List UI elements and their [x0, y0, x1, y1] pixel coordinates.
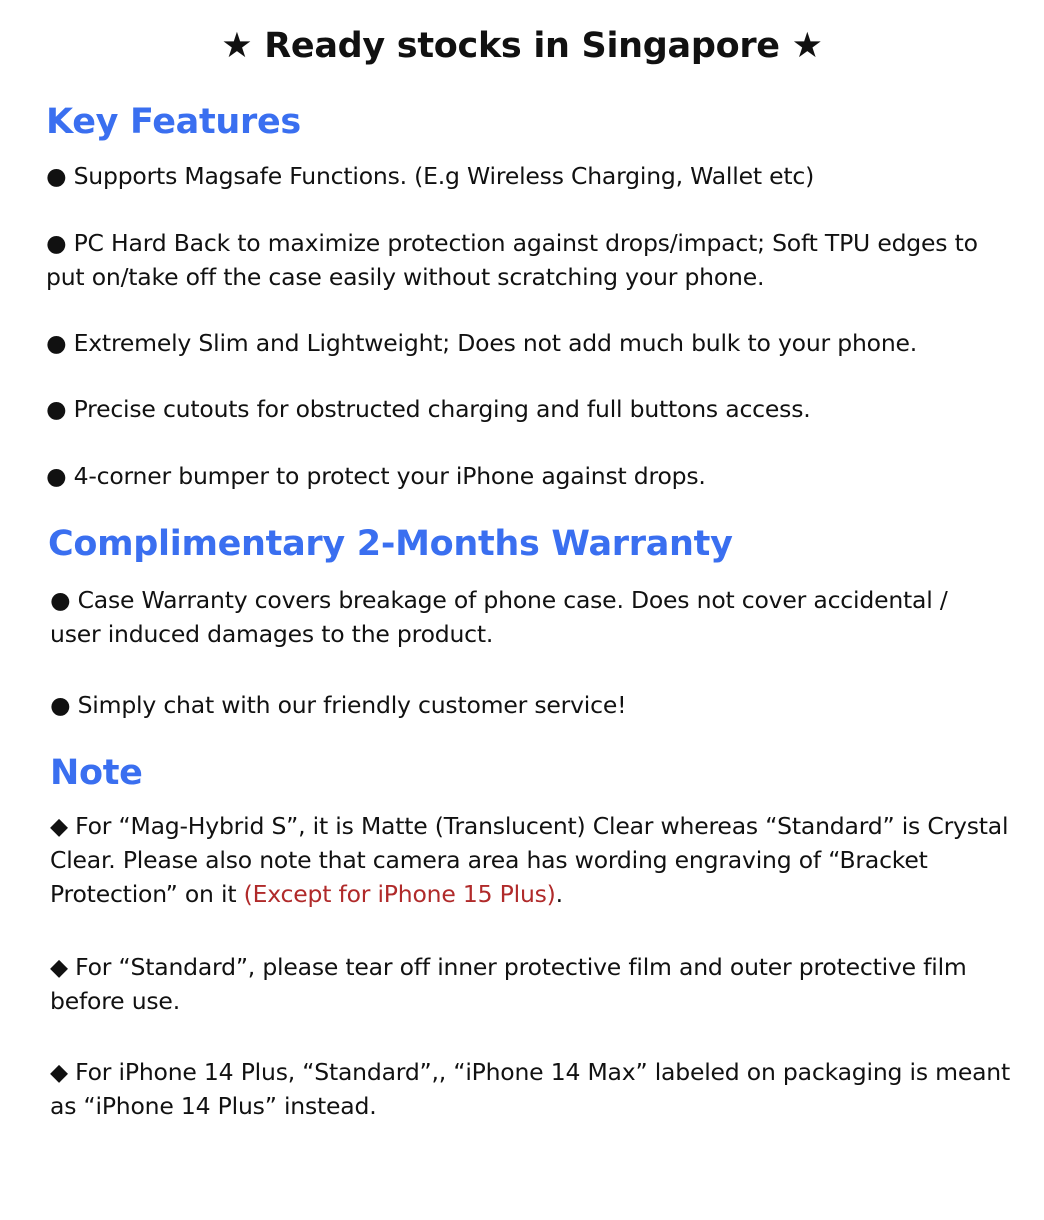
note-heading: Note	[50, 753, 143, 793]
feature-item-slim: ● Extremely Slim and Lightweight; Does not add much bulk to your phone.	[46, 329, 918, 357]
note-highlight-exception: (Except for iPhone 15 Plus)	[243, 880, 556, 908]
stock-banner: ★ Ready stocks in Singapore ★	[221, 26, 823, 66]
warranty-item-coverage: ● Case Warranty covers breakage of phone case. Does not cover accidental / user induced damages to the product.	[50, 586, 948, 648]
note-item-mag-hybrid-end: .	[555, 880, 563, 908]
key-features-heading: Key Features	[46, 102, 301, 142]
feature-item-hard-back: ● PC Hard Back to maximize protection against drops/impact; Soft TPU edges to put on/take off the case easily without scratching your phone.	[46, 229, 978, 291]
note-item-mag-hybrid	[50, 809, 1020, 911]
warranty-item-chat: ● Simply chat with our friendly customer service!	[50, 691, 627, 719]
feature-item-magsafe: ● Supports Magsafe Functions. (E.g Wireless Charging, Wallet etc)	[46, 162, 815, 190]
feature-item-cutouts: ● Precise cutouts for obstructed charging and full buttons access.	[46, 395, 811, 423]
feature-item-bumper: ● 4-corner bumper to protect your iPhone against drops.	[46, 462, 706, 490]
note-item-standard-film: ◆ For “Standard”, please tear off inner protective film and outer protective film before use.	[50, 953, 967, 1015]
warranty-heading: Complimentary 2-Months Warranty	[48, 524, 733, 564]
note-item-iphone14plus: ◆ For iPhone 14 Plus, “Standard”,, “iPhone 14 Max” labeled on packaging is meant as “iPhone 14 Plus” instead.	[50, 1058, 1010, 1120]
note-item-mag-hybrid-text: ◆ For “Mag-Hybrid S”, it is Matte (Translucent) Clear whereas “Standard” is Crystal Clear. Please also note that camera area has wording engraving of “Bracket Protection” on it	[50, 812, 1009, 908]
